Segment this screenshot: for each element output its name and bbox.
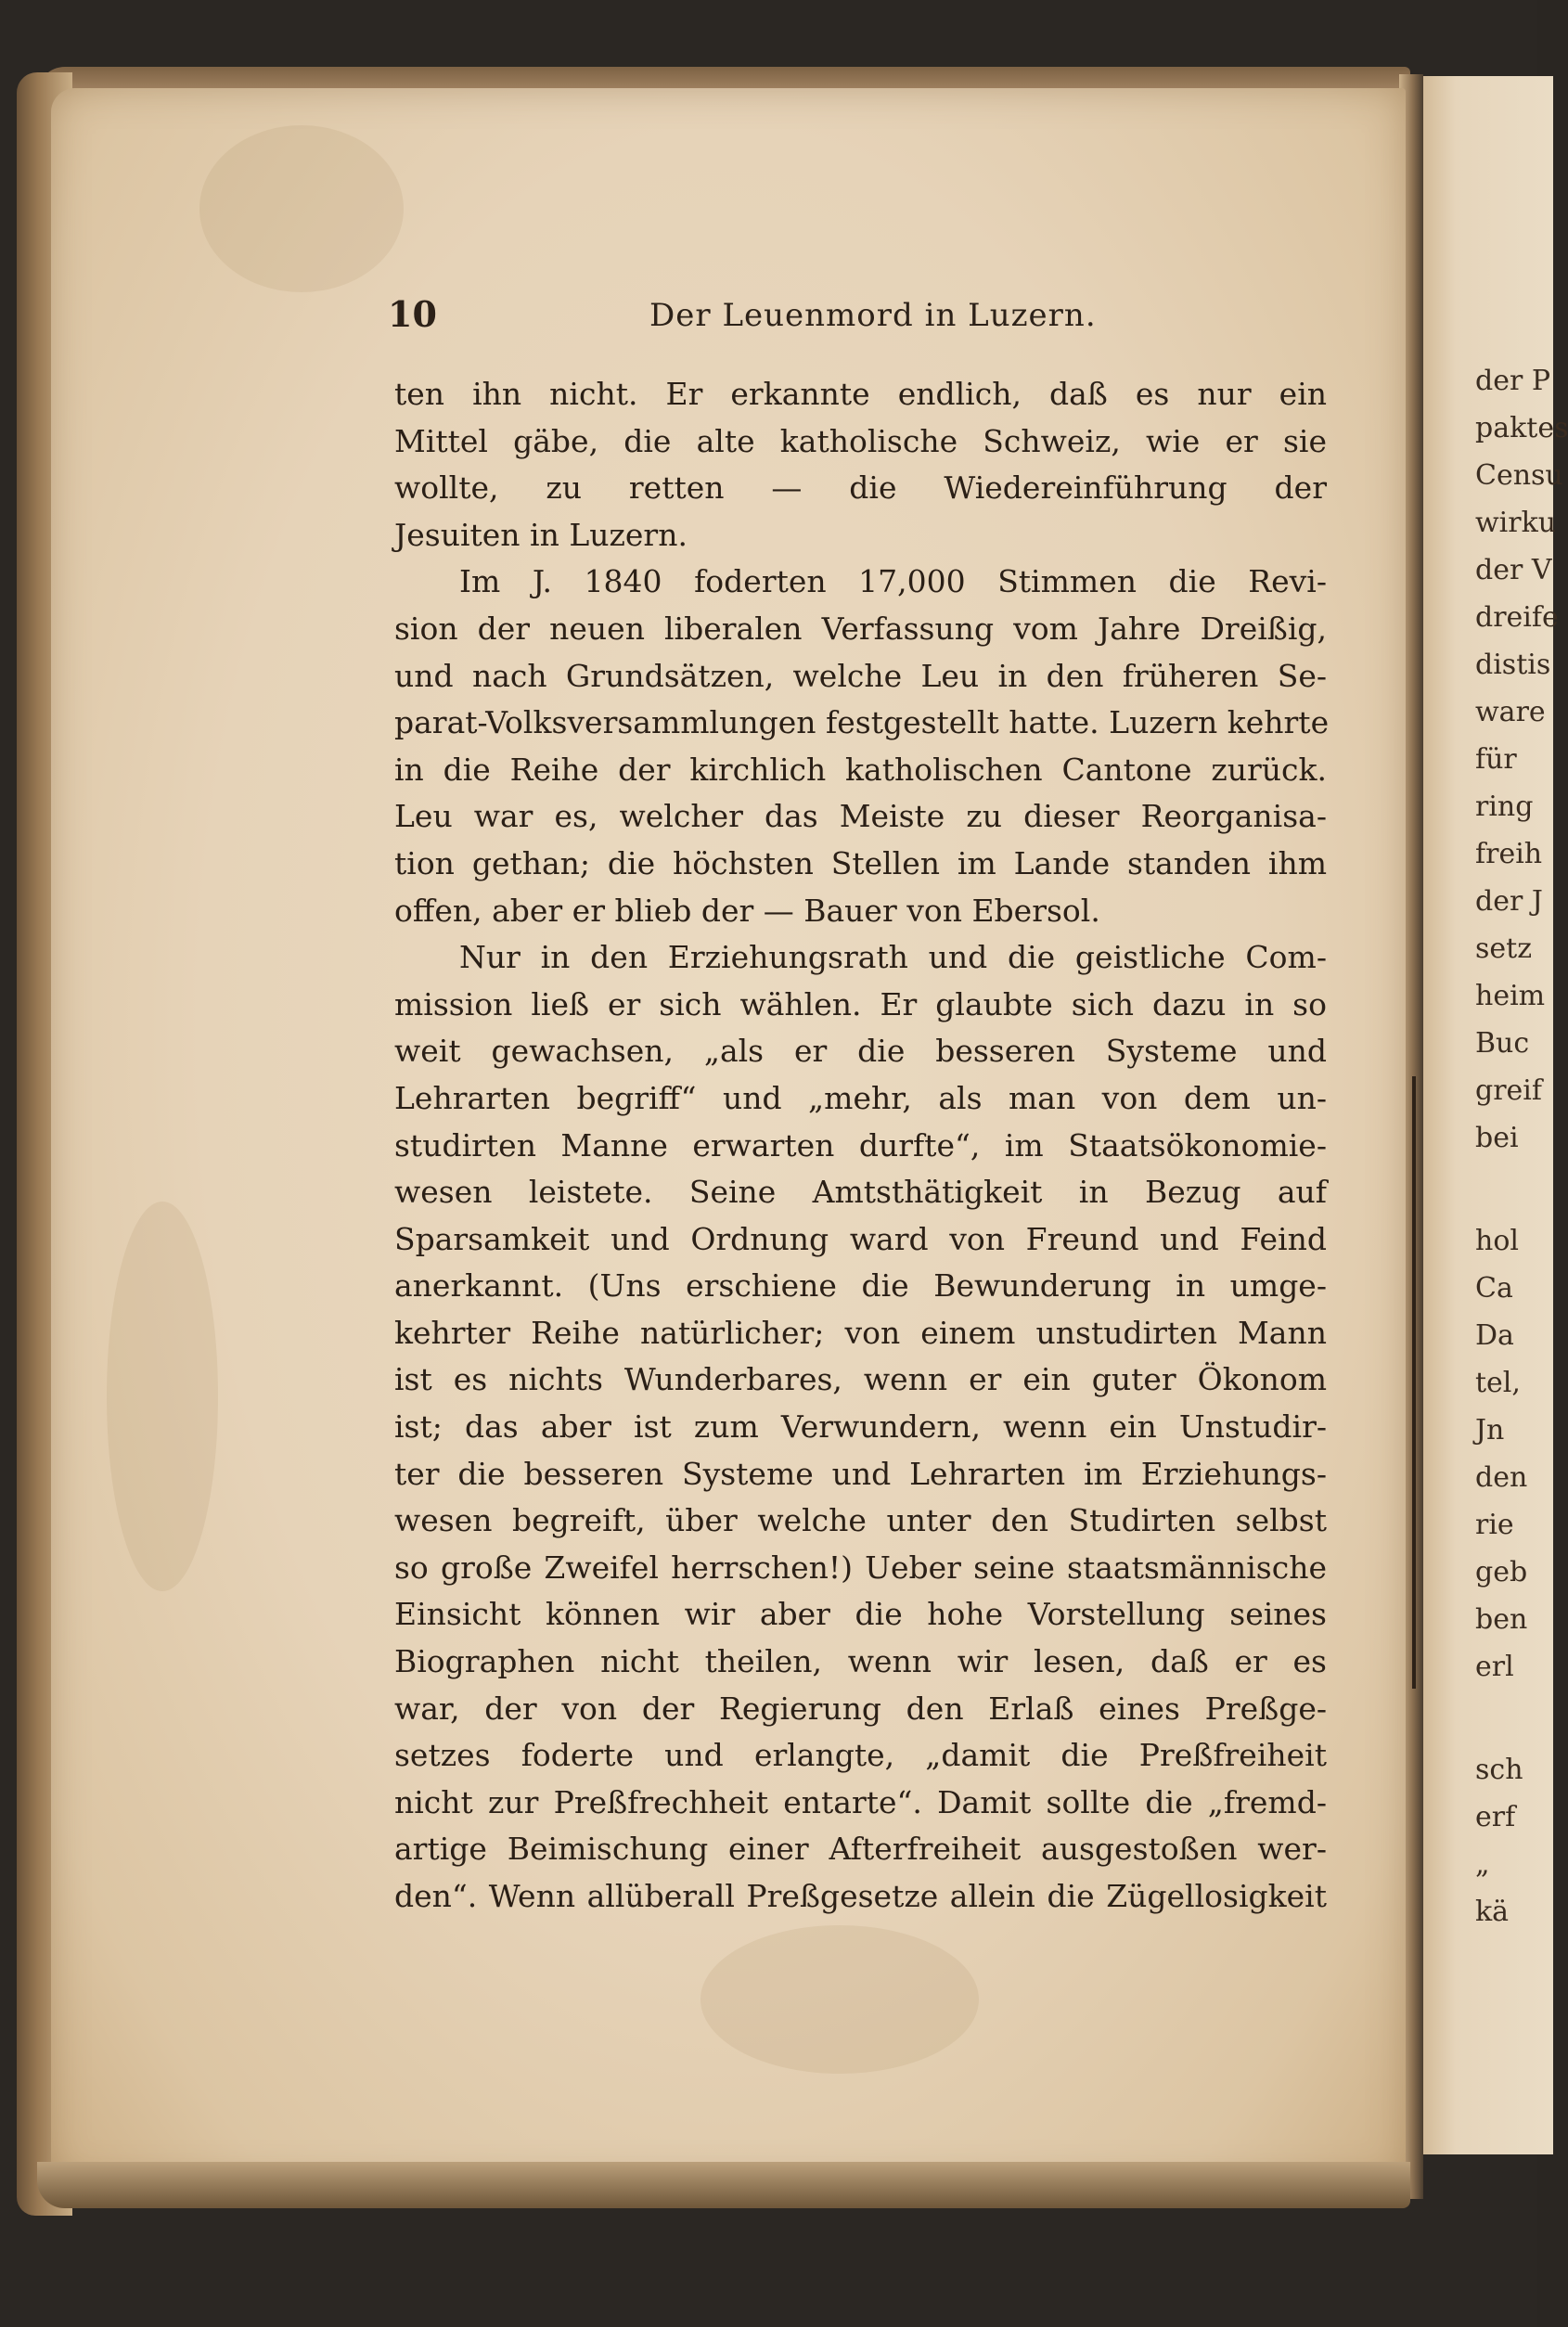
- facing-page-line: wirku: [1475, 507, 1557, 539]
- running-title: Der Leuenmord in Luzern.: [649, 297, 1097, 334]
- facing-page-line: Jn: [1475, 1414, 1505, 1446]
- paper-stain: [700, 1925, 979, 2074]
- body-text: [394, 371, 1330, 1921]
- text-line: Im J. 1840 foderten 17,000 Stimmen die Revi-: [459, 563, 1327, 600]
- text-line: ten ihn nicht. Er erkannte endlich, daß es nur ein: [394, 376, 1327, 412]
- facing-page-line: der V: [1475, 554, 1552, 586]
- text-line: anerkannt. (Uns erschiene die Bewunderung in umge-: [394, 1267, 1327, 1305]
- facing-page-line: erl: [1475, 1651, 1514, 1683]
- text-line: ter die besseren Systeme und Lehrarten im Erziehungs-: [394, 1455, 1327, 1492]
- text-line: wesen begreift, über welche unter den Studirten selbst: [394, 1502, 1327, 1539]
- facing-page-line: geb: [1475, 1556, 1528, 1588]
- text-line: setzes foderte und erlangte, „damit die Preßfreiheit: [394, 1737, 1327, 1774]
- text-line: so große Zweifel herrschen!) Ueber seine staatsmännische: [394, 1549, 1327, 1586]
- text-line: tion gethan; die höchsten Stellen im Lande standen ihm: [394, 844, 1327, 881]
- text-line: nicht zur Preßfrechheit entarte“. Damit sollte die „fremd-: [394, 1783, 1327, 1820]
- facing-page-line: kä: [1475, 1896, 1510, 1928]
- facing-page-line: dreife: [1475, 601, 1559, 634]
- text-line: Einsicht können wir aber die hohe Vorstellung seines: [394, 1596, 1327, 1633]
- text-line: wesen leistete. Seine Amtsthätigkeit in Bezug auf: [394, 1174, 1327, 1211]
- facing-page-line: für: [1475, 743, 1517, 776]
- facing-page-line: rie: [1475, 1509, 1514, 1541]
- text-line: studirten Manne erwarten durfte“, im Staatsökonomie-: [394, 1126, 1327, 1164]
- facing-page-line: ring: [1475, 791, 1534, 823]
- facing-page-line: bei: [1475, 1122, 1519, 1154]
- text-line: wollte, zu retten — die Wiedereinführung der: [394, 469, 1327, 507]
- facing-page-text: [1475, 357, 1568, 1935]
- facing-page-line: sch: [1475, 1754, 1523, 1786]
- text-line: war, der von der Regierung den Erlaß eines Preßge-: [394, 1690, 1327, 1727]
- facing-page-line: [1475, 1162, 1549, 1217]
- facing-page-line: Buc: [1475, 1027, 1530, 1060]
- text-line: den“. Wenn allüberall Preßgesetze allein die Zügellosigkeit: [394, 1878, 1327, 1914]
- facing-page-line: der P: [1475, 365, 1551, 397]
- facing-page-line: [1475, 1691, 1549, 1746]
- page-number: 10: [388, 293, 437, 335]
- text-line: Mittel gäbe, die alte katholische Schweiz, wie er sie: [394, 422, 1327, 459]
- facing-page-line: distis: [1475, 649, 1551, 681]
- text-line: kehrter Reihe natürlicher; von einem unstudirten Mann: [394, 1314, 1327, 1351]
- text-line: Biographen nicht theilen, wenn wir lesen, daß er es: [394, 1643, 1327, 1680]
- facing-page-line: greif: [1475, 1074, 1542, 1107]
- facing-page-line: erf: [1475, 1801, 1516, 1833]
- text-line: ist; das aber ist zum Verwundern, wenn ein Unstudir-: [394, 1408, 1327, 1446]
- facing-page-line: „: [1475, 1848, 1490, 1881]
- facing-page-line: Censu: [1475, 459, 1563, 492]
- text-line: weit gewachsen, „als er die besseren Systeme und: [394, 1033, 1327, 1070]
- text-line: und nach Grundsätzen, welche Leu in den früheren Se-: [394, 657, 1327, 694]
- text-line: sion der neuen liberalen Verfassung vom Jahre Dreißig,: [394, 610, 1327, 647]
- facing-page-line: setz: [1475, 932, 1533, 965]
- text-line: Jesuiten in Luzern.: [394, 516, 688, 553]
- paper-stain: [199, 125, 404, 292]
- facing-page-line: den: [1475, 1461, 1528, 1494]
- text-line: Leu war es, welcher das Meiste zu dieser Reorganisa-: [394, 798, 1327, 835]
- facing-page-line: heim: [1475, 980, 1546, 1012]
- page-bottom-edge: [37, 2162, 1410, 2208]
- text-line: Sparsamkeit und Ordnung ward von Freund und Feind: [394, 1220, 1327, 1257]
- facing-page-line: ware: [1475, 696, 1546, 728]
- text-line: parat-Volksversammlungen festgestellt hatte. Luzern kehrte: [394, 704, 1330, 741]
- facing-page-line: ben: [1475, 1603, 1528, 1636]
- binding-thread: [1412, 1076, 1416, 1689]
- paper-stain: [107, 1202, 218, 1591]
- text-line: Nur in den Erziehungsrath und die geistliche Com-: [459, 939, 1327, 976]
- facing-page-line: tel,: [1475, 1367, 1521, 1399]
- text-line: offen, aber er blieb der — Bauer von Ebersol.: [394, 892, 1100, 929]
- facing-page-line: paktes: [1475, 412, 1568, 444]
- text-line: mission ließ er sich wählen. Er glaubte sich dazu in so: [394, 985, 1327, 1022]
- facing-page-line: hol: [1475, 1225, 1519, 1257]
- text-line: in die Reihe der kirchlich katholischen Cantone zurück.: [394, 751, 1327, 788]
- text-line: artige Beimischung einer Afterfreiheit ausgestoßen wer-: [394, 1831, 1327, 1868]
- facing-page-line: Ca: [1475, 1272, 1513, 1305]
- text-line: Lehrarten begriff“ und „mehr, als man von dem un-: [394, 1079, 1327, 1116]
- facing-page-line: freih: [1475, 838, 1543, 870]
- facing-page-line: der J: [1475, 885, 1543, 918]
- facing-page-line: Da: [1475, 1319, 1514, 1352]
- text-line: ist es nichts Wunderbares, wenn er ein guter Ökonom: [394, 1361, 1327, 1398]
